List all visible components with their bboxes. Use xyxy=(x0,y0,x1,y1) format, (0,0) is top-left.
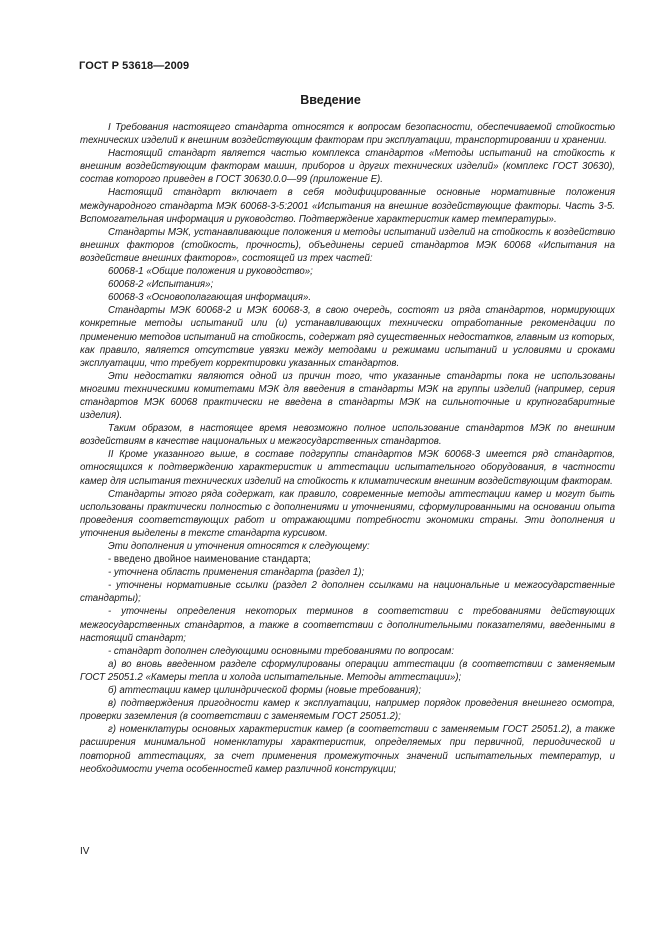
paragraph: - стандарт дополнен следующими основными требованиями по вопросам: xyxy=(108,645,455,657)
paragraph: в) подтверждения пригодности камер к эксплуатации, например порядок проведения внешнего осмотра, проверки заземления (в соответствии с заменяемым ГОСТ 25051.2); xyxy=(80,698,615,723)
paragraph: а) во вновь введенном разделе сформулированы операции аттестации (в соответствии с заменяемым ГОСТ 25051.2 «Камеры тепла и холода испытательные. Методы аттестации»); xyxy=(80,658,615,683)
standard-header: ГОСТ Р 53618—2009 xyxy=(79,60,190,72)
body-text xyxy=(80,121,615,776)
paragraph: Стандарты МЭК, устанавливающие положения и методы испытаний изделий на стойкость к воздействию внешних факторов (стойкость, прочность), объединены серией стандартов МЭК 60068 «Испытания на воздействие внешних факторов», состоящей из трех частей: xyxy=(80,226,615,264)
paragraph: 60068-3 «Основополагающая информация». xyxy=(108,292,312,304)
paragraph: Таким образом, в настоящее время невозможно полное использование стандартов МЭК по внешним воздействиям в качестве национальных и межгосударственных стандартов. xyxy=(80,423,615,448)
section-title: Введение xyxy=(300,93,361,107)
paragraph: б) аттестации камер цилиндрической формы (новые требования); xyxy=(108,685,422,697)
paragraph: II Кроме указанного выше, в составе подгруппы стандартов МЭК 60068-3 имеется ряд стандартов, относящихся к подтверждению характеристик и аттестации испытательного оборудования, в частности камер для испытания технических изделий на стойкость к климатическим внешним воздействующим факторам. xyxy=(80,449,615,487)
paragraph: Настоящий стандарт является частью комплекса стандартов «Методы испытаний на стойкость к внешним воздействующим факторам машин, приборов и других технических изделий» (комплекс ГОСТ 30630), состав которого приведен в ГОСТ 30630.0.0—99 (приложение Е). xyxy=(80,148,615,186)
paragraph: 60068-2 «Испытания»; xyxy=(108,279,214,291)
paragraph: г) номенклатуры основных характеристик камер (в соответствии с заменяемым ГОСТ 25051.2), а также расширения минимальной номенклатуры характеристик, определяемых при первичной, периодической и повторной аттестациях, за счет применения промежуточных значений испытательных температур, и необходимости учета особенностей камер различной конструкции; xyxy=(80,724,615,775)
paragraph: - введено двойное наименование стандарта; xyxy=(108,554,311,566)
paragraph: Эти недостатки являются одной из причин того, что указанные стандарты пока не использованы многими техническими комитетами МЭК для введения в стандарты МЭК на группы изделий (например, серия стандартов МЭК 60068 практически не введена в стандарты МЭК на сильноточные и крупногабаритные изделия). xyxy=(80,370,615,422)
paragraph: Стандарты этого ряда содержат, как правило, современные методы аттестации камер и могут быть использованы практически полностью с дополнениями и уточнениями, сформулированными на основании опыта проведения соответствующих работ и отражающими потребности экономики страны. Эти дополнения и уточнения выделены в тексте стандарта курсивом. xyxy=(80,488,615,539)
paragraph: Настоящий стандарт включает в себя модифицированные основные нормативные положения международного стандарта МЭК 60068-3-5:2001 «Испытания на внешние воздействующие факторы. Часть 3-5. Вспомогательная информация и руководство. Подтверждение характеристик камер температуры». xyxy=(80,187,615,225)
paragraph: I Требования настоящего стандарта относятся к вопросам безопасности, обеспечиваемой стойкостью технических изделий к внешним воздействующим факторам при эксплуатации, транспортировании и хранении. xyxy=(80,122,615,147)
paragraph: - уточнены определения некоторых терминов в соответствии с требованиями действующих межгосударственных стандартов, а также в соответствии с дополнительными показателями, введенными в настоящий стандарт; xyxy=(80,606,615,644)
paragraph: Стандарты МЭК 60068-2 и МЭК 60068-3, в свою очередь, состоят из ряда стандартов, нормирующих конкретные методы испытаний или (и) устанавливающих технически отработанные рекомендации по применению методов испытаний на стойкость, содержат ряд существенных недостатков, главным из которых, как правило, является отсутствие увязки между методами и режимами испытаний и условиями и сроками эксплуатации, что требует корректировки указанных стандартов. xyxy=(80,305,615,369)
paragraph: Эти дополнения и уточнения относятся к следующему: xyxy=(108,541,370,552)
paragraph: - уточнены нормативные ссылки (раздел 2 дополнен ссылками на национальные и межгосударственные стандарты); xyxy=(80,580,615,605)
paragraph: 60068-1 «Общие положения и руководство»; xyxy=(108,266,313,278)
page-number: IV xyxy=(80,846,90,857)
paragraph: - уточнена область применения стандарта (раздел 1); xyxy=(108,567,365,579)
